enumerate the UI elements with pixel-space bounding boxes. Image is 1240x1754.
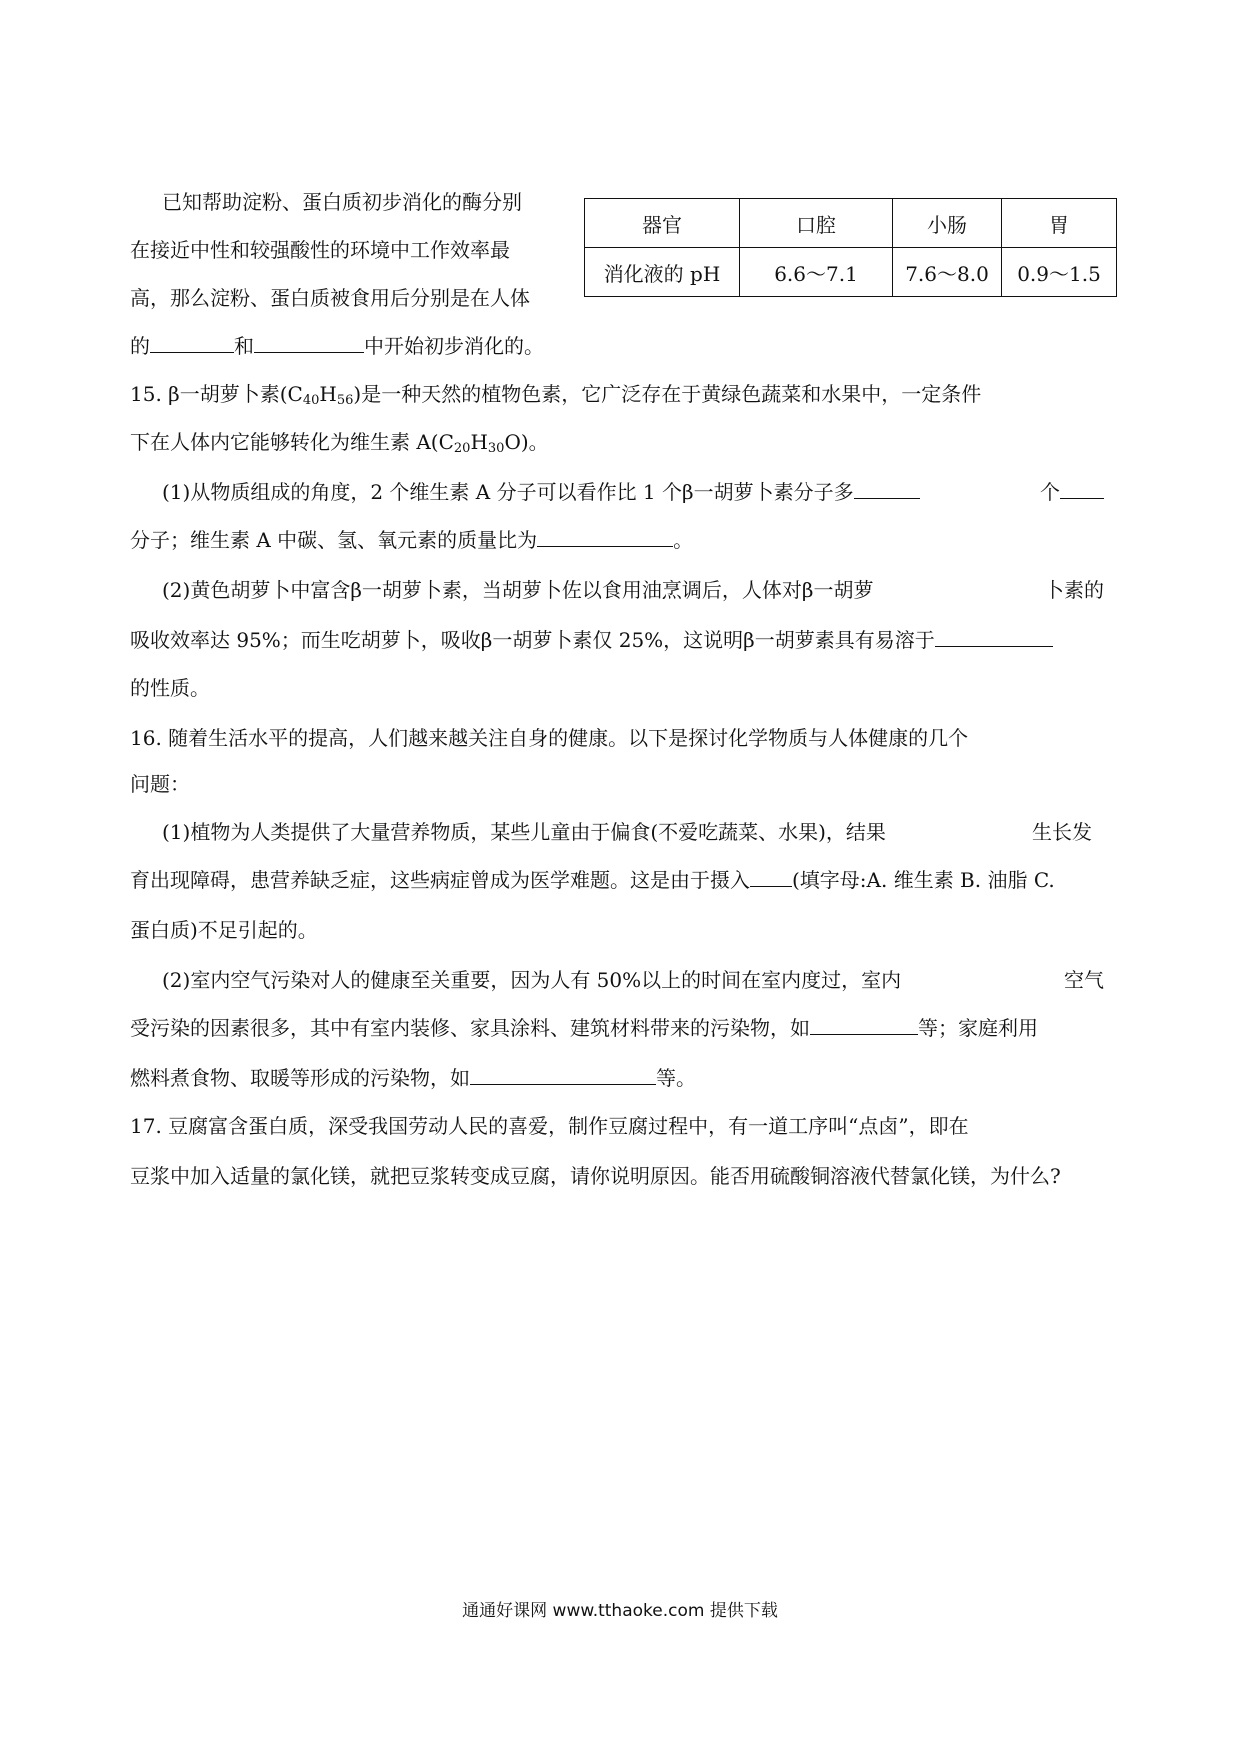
answer-blank[interactable]: [935, 624, 1053, 647]
q15-part2-line-1: (2)黄色胡萝卜中富含β一胡萝卜素，当胡萝卜佐以食用油烹调后，人体对β一胡萝: [162, 578, 874, 602]
q17-line-1: 17. 豆腐富含蛋白质，深受我国劳动人民的喜爱，制作豆腐过程中，有一道工序叫“点卤”，即在: [130, 1114, 969, 1138]
q15-part1-line-1b: [1040, 476, 1104, 508]
q15-part1-line-2: [130, 524, 693, 556]
q15-text: 分子；维生素 A 中碳、氢、氧元素的质量比为: [130, 528, 538, 552]
table-row-label: 消化液的 pH: [585, 248, 740, 297]
table-cell: 7.6～8.0: [893, 248, 1002, 297]
q15-text: )是一种天然的植物色素，它广泛存在于黄绿色蔬菜和水果中，一定条件: [353, 382, 982, 406]
subscript: 20: [453, 441, 471, 456]
q16-part1-line-1b: 生长发: [1032, 820, 1092, 844]
answer-blank[interactable]: [854, 476, 920, 499]
intro-text-a: 的: [130, 334, 150, 358]
q15-part2-line-2: [130, 624, 1053, 656]
answer-blank[interactable]: [1060, 476, 1104, 499]
q16-part2-line-3: [130, 1062, 696, 1094]
q15-text: O)。: [504, 430, 549, 454]
table-row: [585, 248, 1117, 297]
answer-blank[interactable]: [750, 864, 792, 887]
q16-text: 等。: [656, 1066, 696, 1090]
answer-blank[interactable]: [537, 524, 673, 547]
q15-text: H: [470, 430, 488, 454]
q16-part2-line-1b: 空气: [1064, 968, 1104, 992]
table-header-cell: 口腔: [740, 199, 893, 248]
answer-blank[interactable]: [810, 1012, 918, 1035]
q15-part2-line-3: 的性质。: [130, 676, 210, 700]
q16-text: 燃料煮食物、取暖等形成的污染物，如: [130, 1066, 470, 1090]
q16-part1-line-3: 蛋白质)不足引起的。: [130, 918, 318, 942]
q15-line-1: [130, 378, 981, 417]
q16-text: (填字母:A. 维生素 B. 油脂 C.: [792, 868, 1055, 892]
intro-text-b: 和: [234, 334, 254, 358]
intro-line-1: 已知帮助淀粉、蛋白质初步消化的酶分别: [162, 190, 522, 214]
table-cell: 0.9～1.5: [1002, 248, 1117, 297]
q16-part1-line-2: [130, 864, 1055, 896]
intro-line-2: 在接近中性和较强酸性的环境中工作效率最: [130, 238, 510, 262]
table-header-cell: 胃: [1002, 199, 1117, 248]
q15-text: 个: [1040, 480, 1060, 504]
q16-text: 育出现障碍，患营养缺乏症，这些病症曾成为医学难题。这是由于摄入: [130, 868, 750, 892]
q16-part2-line-2: [130, 1012, 1038, 1044]
q17-line-2: 豆浆中加入适量的氯化镁，就把豆浆转变成豆腐，请你说明原因。能否用硫酸铜溶液代替氯化镁，为什么?: [130, 1164, 1061, 1188]
q16-part1-line-1: (1)植物为人类提供了大量营养物质，某些儿童由于偏食(不爱吃蔬菜、水果)，结果: [162, 820, 886, 844]
q15-text: 下在人体内它能够转化为维生素 A(C: [130, 430, 454, 454]
q16-text: 等；家庭利用: [918, 1016, 1038, 1040]
q15-text: 吸收效率达 95%；而生吃胡萝卜，吸收β一胡萝卜素仅 25%，这说明β一胡萝素具有易溶于: [130, 628, 935, 652]
q16-text: 受污染的因素很多，其中有室内装修、家具涂料、建筑材料带来的污染物，如: [130, 1016, 810, 1040]
q16-part2-line-1: (2)室内空气污染对人的健康至关重要，因为人有 50%以上的时间在室内度过，室内: [162, 968, 902, 992]
ph-table: [584, 198, 1117, 297]
q15-text: (1)从物质组成的角度，2 个维生素 A 分子可以看作比 1 个β一胡萝卜素分子多: [162, 480, 854, 504]
table-header-cell: 小肠: [893, 199, 1002, 248]
subscript: 30: [487, 441, 505, 456]
subscript: 40: [302, 393, 320, 408]
intro-text-c: 中开始初步消化的。: [364, 334, 544, 358]
table-cell: 6.6～7.1: [740, 248, 893, 297]
intro-line-4: [130, 330, 544, 362]
q16-line-2: 问题：: [130, 772, 190, 796]
q16-line-1: 16. 随着生活水平的提高，人们越来越关注自身的健康。以下是探讨化学物质与人体健康的几个: [130, 726, 969, 750]
q15-text: 15. β一胡萝卜素(C: [130, 382, 303, 406]
subscript: 56: [336, 393, 354, 408]
table-header-cell: 器官: [585, 199, 740, 248]
footer-credit: 通通好课网 www.tthaoke.com 提供下载: [462, 1601, 778, 1621]
q15-text: H: [319, 382, 337, 406]
q15-line-2: [130, 426, 549, 465]
answer-blank[interactable]: [470, 1062, 656, 1085]
answer-blank[interactable]: [150, 330, 234, 353]
q15-part2-line-1b: 卜素的: [1044, 578, 1104, 602]
q15-text: 。: [673, 528, 694, 552]
q15-part1-line-1: [162, 476, 920, 508]
table-row: [585, 199, 1117, 248]
intro-line-3: 高，那么淀粉、蛋白质被食用后分别是在人体: [130, 286, 530, 310]
answer-blank[interactable]: [254, 330, 364, 353]
